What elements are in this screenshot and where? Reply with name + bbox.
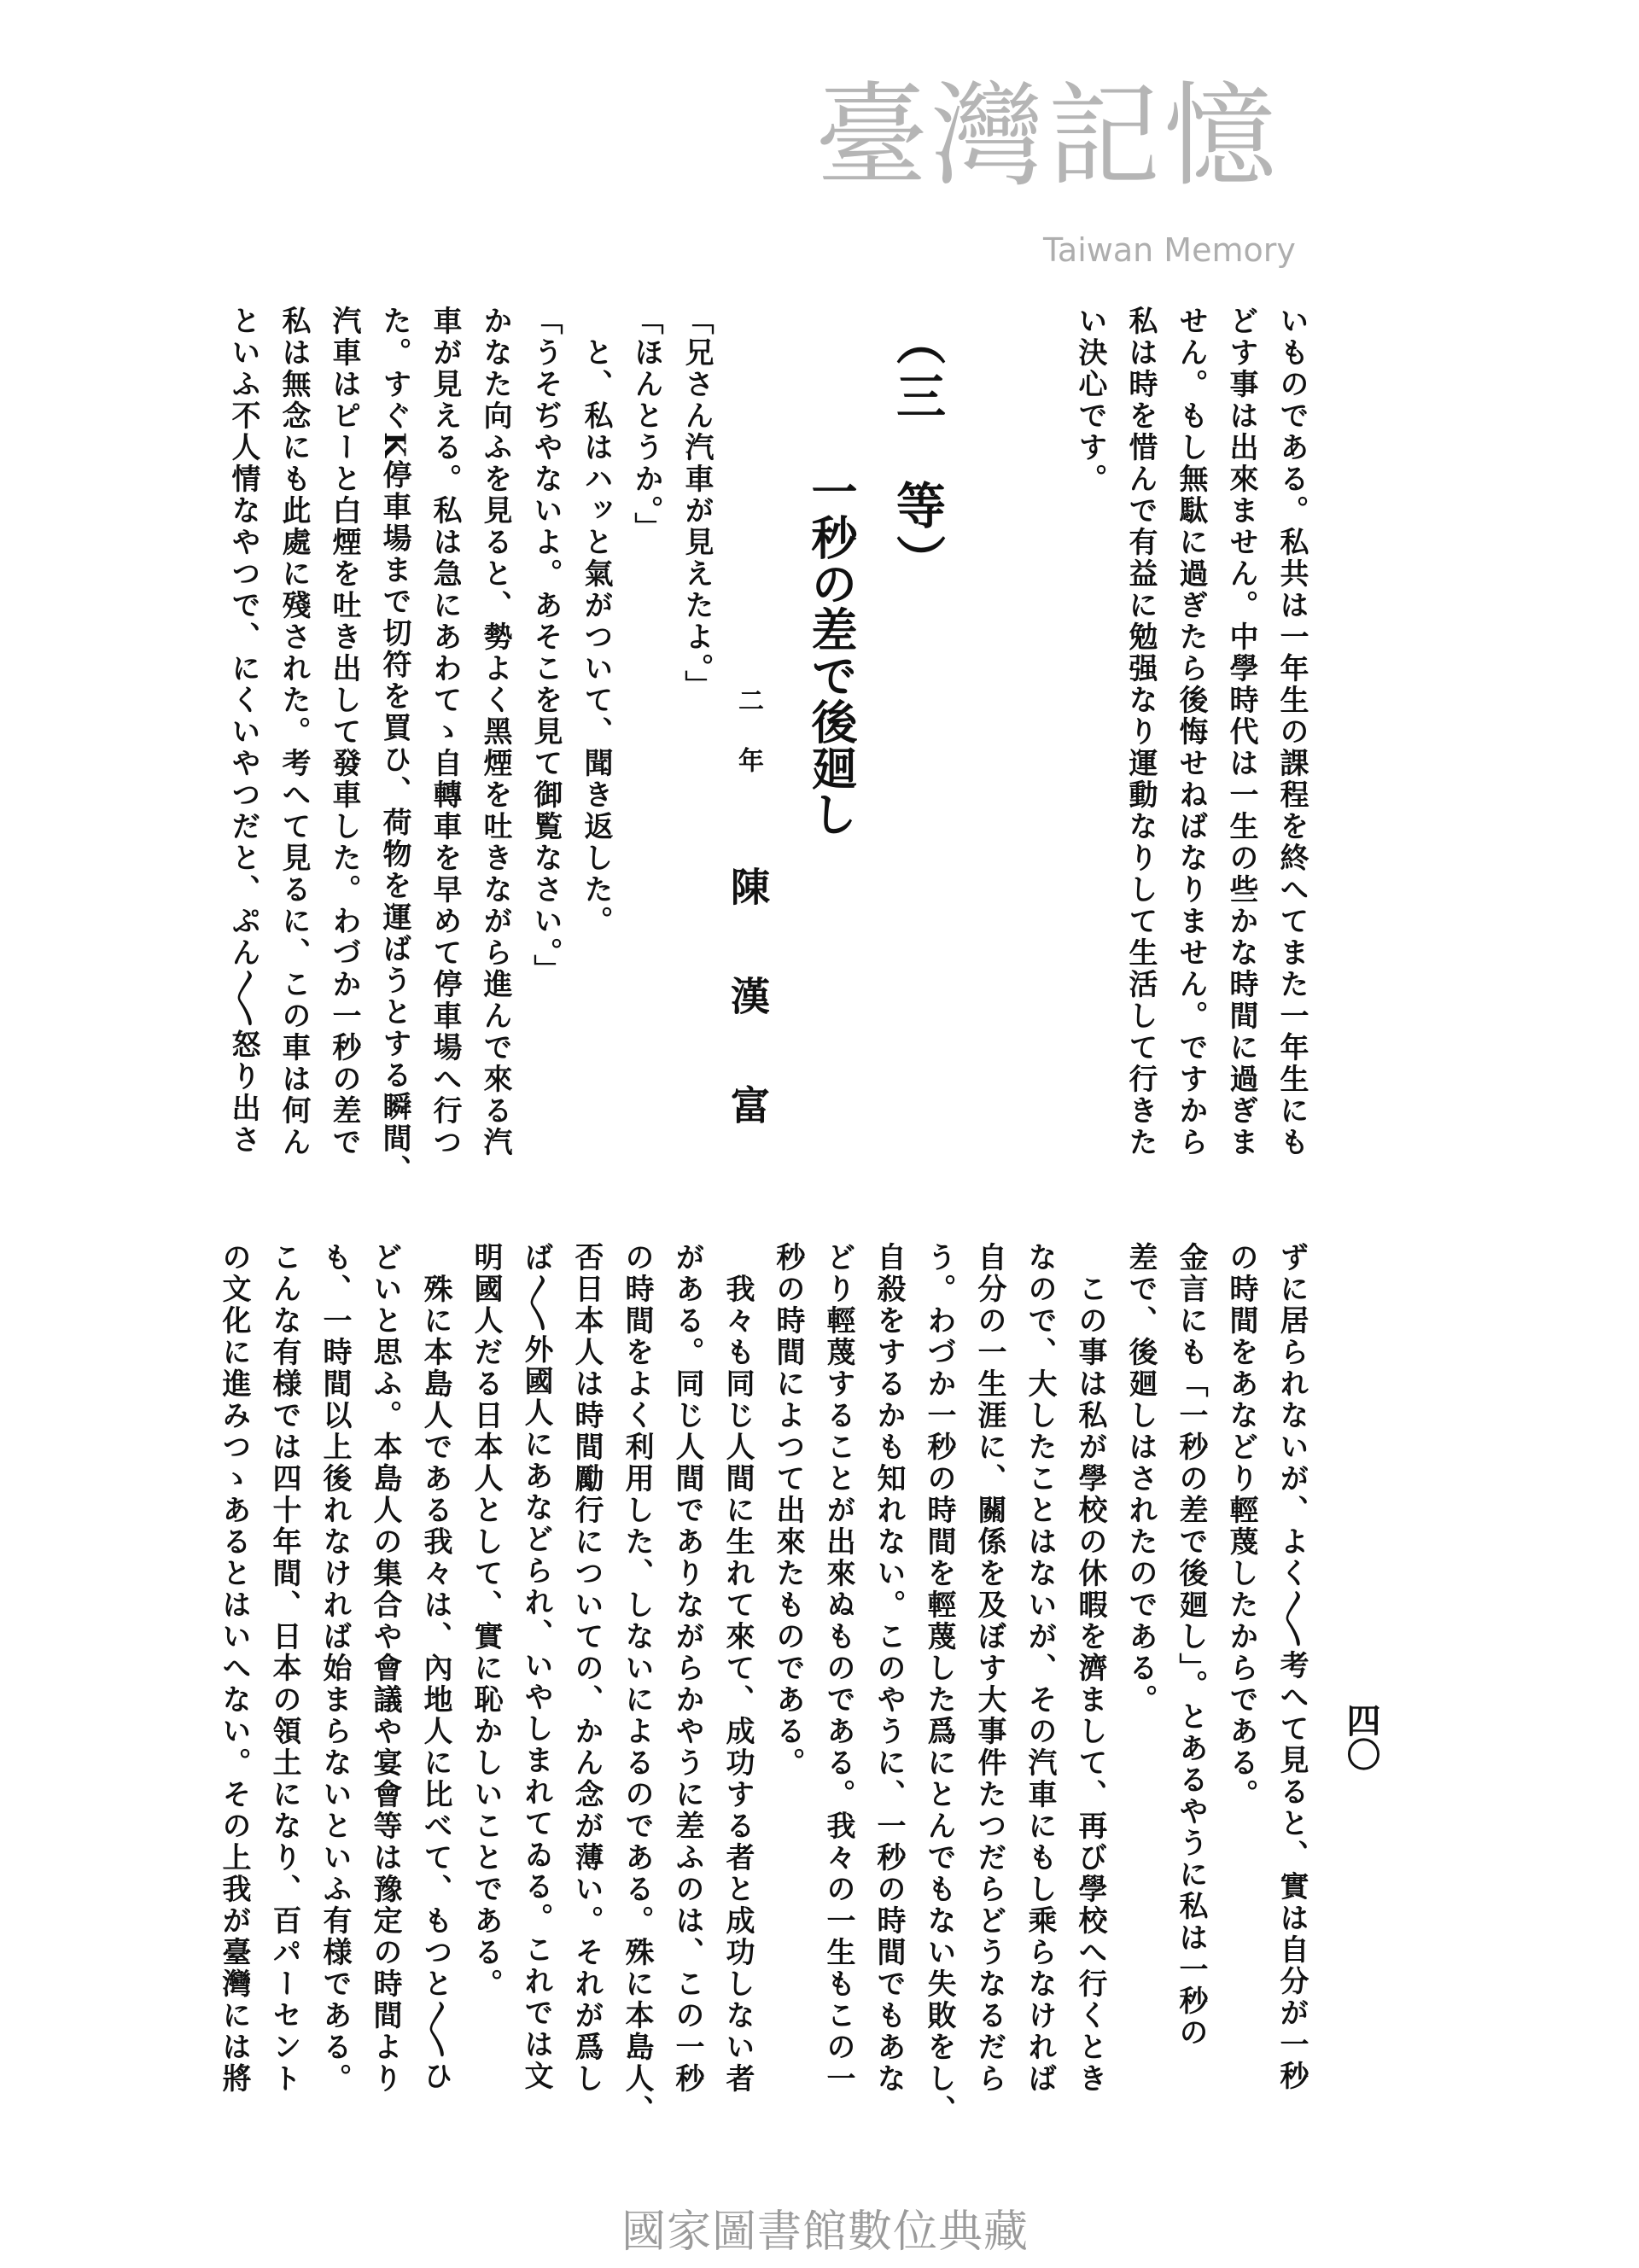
text-column: う。わづか一秒の時間を輕蔑した爲にとんでもない失敗をし、 bbox=[922, 1242, 956, 2126]
text-column: 差で、後廻しはされたのである。 bbox=[1123, 1242, 1158, 1716]
watermark-logo: 臺灣記憶 bbox=[815, 71, 1280, 202]
text-column: 我々も同じ人間に生れて來て、成功する者と成功しない者 bbox=[720, 1274, 755, 2095]
text-column: 「ほんとうか。」 bbox=[629, 306, 663, 544]
text-column: い決心です。 bbox=[1073, 306, 1107, 495]
text-column: 金言にも「一秒の差で後廻し」。とあるやうに私は一秒の bbox=[1174, 1242, 1208, 2049]
text-column: 否日本人は時間勵行についての、かん念が薄い。それが爲し bbox=[569, 1242, 604, 2095]
text-column: 汽車はピーと白煙を吐き出して發車した。わづか一秒の差で bbox=[327, 306, 361, 1158]
text-column: どす事は出來ません。中學時代は一生の些かな時間に過ぎま bbox=[1224, 306, 1258, 1158]
text-column: 自分の一生涯に、關係を及ぼす大事件たつだらどうなるだら bbox=[972, 1242, 1006, 2095]
text-column: といふ不人情なやつで、にくいやつだと、ぷん〳〵怒り出さ bbox=[226, 306, 260, 1156]
text-column: ば〳〵外國人にあなどられ、いやしまれてゐる。これでは文 bbox=[519, 1242, 553, 2092]
text-column: の時間をよく利用した、しないによるのである。殊に本島人、 bbox=[620, 1242, 654, 2126]
text-column: 「兄さん汽車が見えたよ。」 bbox=[680, 306, 714, 702]
text-column: どいと思ふ。本島人の集合や會議や宴會等は豫定の時間より bbox=[368, 1242, 402, 2095]
text-column: た。すぐK停車場まで切符を買ひ、荷物を運ばうとする瞬間、 bbox=[377, 306, 411, 1186]
text-column: せん。もし無駄に過ぎたら後悔せねばなりません。ですから bbox=[1174, 306, 1208, 1158]
text-column: がある。同じ人間でありながらかやうに差ふのは、この一秒 bbox=[670, 1242, 704, 2095]
text-column: この事は私が學校の休暇を濟まして、再び學校へ行くとき bbox=[1073, 1274, 1107, 2095]
text-column: なので、大したことはないが、その汽車にもし乘らなければ bbox=[1023, 1242, 1057, 2095]
text-column: ずに居られないが、よく〳〵考へて見ると、實は自分が一秒 bbox=[1274, 1242, 1309, 2092]
text-column: 「うそぢやないよ。あそこを見て御覧なさい。」 bbox=[528, 306, 563, 986]
text-column: と、私はハッと氣がついて、聞き返した。 bbox=[579, 337, 613, 937]
author-name: 陳漢富 bbox=[725, 866, 771, 1194]
text-column: 秒の時間によつて出來たものである。 bbox=[771, 1242, 805, 1779]
text-column: の時間をあなどり輕蔑したからである。 bbox=[1224, 1242, 1258, 1810]
text-column: 私は無念にも此處に殘された。考へて見るに、この車は何ん bbox=[277, 306, 311, 1158]
footer-credit: 國家圖書館數位典藏 bbox=[621, 2207, 1029, 2258]
article-author bbox=[726, 687, 770, 1194]
text-column: かなた向ふを見ると、勢よく黑煙を吐きながら進んで來る汽 bbox=[478, 306, 512, 1158]
text-column: 自殺をするかも知れない。このやうに、一秒の時間でもあな bbox=[872, 1242, 906, 2095]
text-column: 明國人だる日本人として、實に恥かしいことである。 bbox=[469, 1242, 503, 2000]
text-column: も、一時間以上後れなければ始まらないといふ有様である。 bbox=[318, 1242, 352, 2095]
text-column: いものである。私共は一年生の課程を終へてまた一年生にも bbox=[1274, 306, 1309, 1158]
author-grade: 二年 bbox=[733, 687, 763, 807]
text-column: 殊に本島人である我々は、內地人に比べて、もつと〳〵ひ bbox=[418, 1274, 452, 2092]
page-number: 四〇 bbox=[1341, 1703, 1381, 1771]
text-column: の文化に進みつゝあるとはいへない。その上我が臺灣には將 bbox=[217, 1242, 251, 2095]
section-heading: （三 等） bbox=[888, 316, 946, 589]
text-column: 私は時を惜んで有益に勉强なり運動なりして生活して行きた bbox=[1123, 306, 1158, 1158]
text-column: どり輕蔑することが出來ぬものである。我々の一生もこの一 bbox=[821, 1242, 855, 2095]
text-column: 車が見える。私は急にあわてゝ自轉車を早めて停車場へ行つ bbox=[428, 306, 462, 1158]
watermark-english: Taiwan Memory bbox=[1043, 231, 1296, 269]
article-title: 一秒の差で後廻し bbox=[804, 468, 859, 837]
text-column: こんな有様では四十年間、日本の領土になり、百パーセント bbox=[267, 1242, 301, 2095]
